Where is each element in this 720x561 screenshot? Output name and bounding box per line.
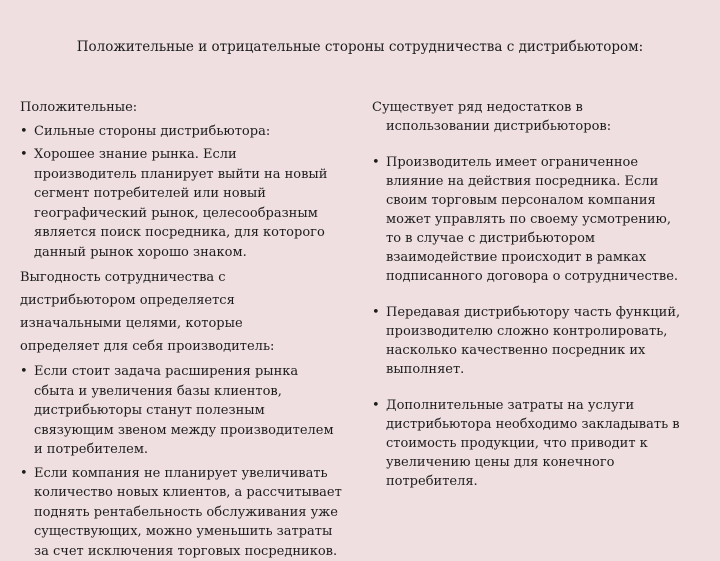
slide-title: Положительные и отрицательные стороны сотрудничества с дистрибьютором: (0, 39, 720, 55)
strengths-bullet: • Сильные стороны дистрибьютора: (20, 122, 342, 142)
extra-costs-bullet: • Дополнительные затраты на услуги дистрибьютора необходимо закладывать в стоимость продукции, что приводит к увеличению цены для конечного потребителя. (372, 396, 690, 491)
positives-column (20, 98, 342, 561)
profitability-bullet: • Если компания не планирует увеличивать количество новых клиентов, а рассчитывает поднять рентабельность обслуживания уже существующих, можно уменьшить затраты за счет исключения торговых посредников. (20, 464, 342, 561)
expansion-bullet: • Если стоит задача расширения рынка сбыта и увеличения базы клиентов, дистрибьюторы станут полезным связующим звеном между производителем и потребителем. (20, 362, 342, 460)
limited-influence-bullet: • Производитель имеет ограниченное влияние на действия посредника. Если своим торговым персоналом компания может управлять по своему усмотрению, то в случае с дистрибьютором взаимодействие происходит в рамках подписанного договора о сотрудничестве. (372, 153, 690, 286)
benefit-line-3: изначальными целями, которые (20, 312, 342, 335)
negatives-column (372, 98, 690, 491)
benefit-line-2: дистрибьютором определяется (20, 289, 342, 312)
positives-heading: Положительные: (20, 98, 342, 118)
benefit-line-4: определяет для себя производитель: (20, 335, 342, 358)
control-bullet: • Передавая дистрибьютору часть функций, производителю сложно контролировать, насколько качественно посредник их выполняет. (372, 303, 690, 379)
benefit-line-1: Выгодность сотрудничества с (20, 266, 342, 289)
negatives-intro: Существует ряд недостатков в использовании дистрибьюторов: (372, 98, 690, 136)
market-knowledge-bullet: • Хорошее знание рынка. Если производитель планирует выйти на новый сегмент потребителей или новый географический рынок, целесообразным является поиск посредника, для которого данный рынок хорошо знаком. (20, 145, 342, 262)
